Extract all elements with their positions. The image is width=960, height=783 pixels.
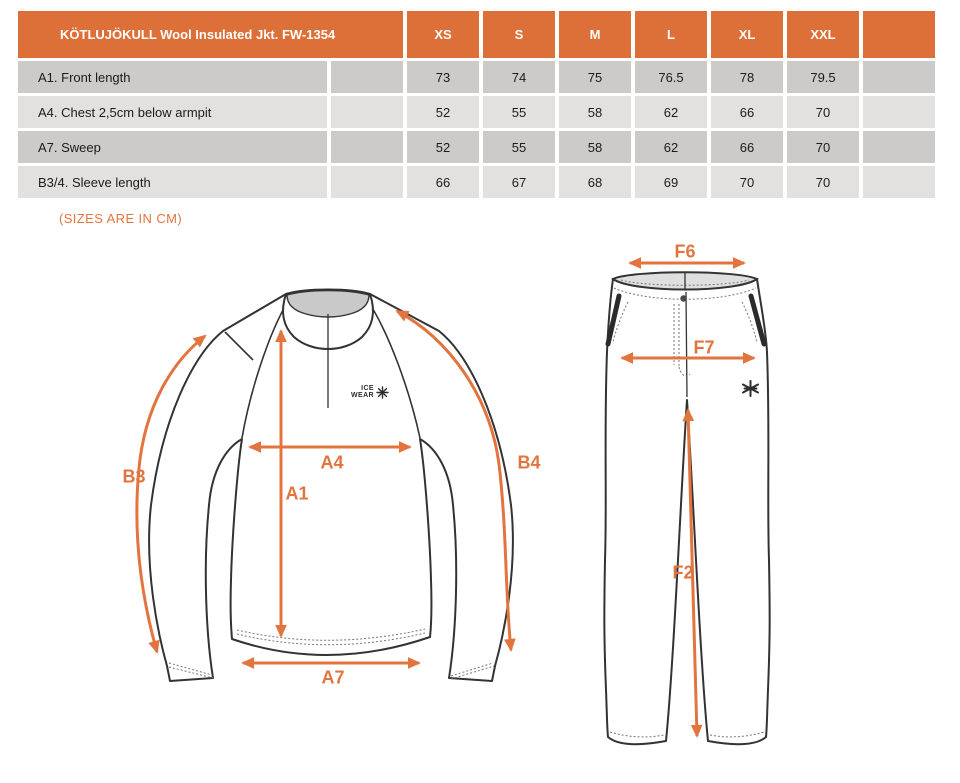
logo-line-1: ICE (361, 385, 374, 392)
measurement-label-a4: A4 (320, 452, 344, 473)
table-value: 58 (559, 96, 631, 128)
row-label: A1. Front length (18, 61, 327, 93)
table-value: 55 (483, 96, 555, 128)
table-value: 52 (407, 131, 479, 163)
table-value: 62 (635, 96, 707, 128)
row-label: A7. Sweep (18, 131, 327, 163)
table-value: 70 (787, 131, 859, 163)
measurement-label-f2: F2 (672, 562, 694, 583)
icewear-logo (351, 385, 389, 399)
table-value: 70 (787, 166, 859, 198)
jacket-drawing (149, 290, 513, 682)
measurement-label-a7: A7 (321, 667, 345, 688)
table-value: 66 (711, 131, 783, 163)
table-value: 66 (711, 96, 783, 128)
size-header-s: S (483, 11, 555, 58)
row-label: A4. Chest 2,5cm below armpit (18, 96, 327, 128)
row-label: B3/4. Sleeve length (18, 166, 327, 198)
table-value: 69 (635, 166, 707, 198)
measurement-label-a1: A1 (285, 483, 309, 504)
units-note: (SIZES ARE IN CM) (59, 211, 183, 226)
table-value: 68 (559, 166, 631, 198)
logo-line-2: WEAR (351, 392, 374, 399)
size-header-xl: XL (711, 11, 783, 58)
table-value: 76.5 (635, 61, 707, 93)
table-value: 78 (711, 61, 783, 93)
pants-button (680, 295, 686, 301)
logo-snowflake-icon (376, 386, 389, 399)
table-value: 70 (711, 166, 783, 198)
measurement-label-f6: F6 (674, 241, 696, 262)
size-header-l: L (635, 11, 707, 58)
table-value: 58 (559, 131, 631, 163)
size-header-xxl: XXL (787, 11, 859, 58)
table-value: 73 (407, 61, 479, 93)
table-value: 67 (483, 166, 555, 198)
icewear-logo-text (351, 385, 374, 399)
table-value: 66 (407, 166, 479, 198)
size-header-m: M (559, 11, 631, 58)
measurement-label-b4: B4 (517, 452, 541, 473)
table-title: KÖTLUJÖKULL Wool Insulated Jkt. FW-1354 (18, 11, 403, 58)
table-value: 74 (483, 61, 555, 93)
measurement-label-b3: B3 (122, 466, 146, 487)
table-value: 79.5 (787, 61, 859, 93)
table-value: 62 (635, 131, 707, 163)
pants-drawing (604, 272, 769, 744)
table-value: 75 (559, 61, 631, 93)
table-value: 55 (483, 131, 555, 163)
table-value: 70 (787, 96, 859, 128)
table-value: 52 (407, 96, 479, 128)
size-header-xs: XS (407, 11, 479, 58)
measurement-label-f7: F7 (693, 337, 715, 358)
